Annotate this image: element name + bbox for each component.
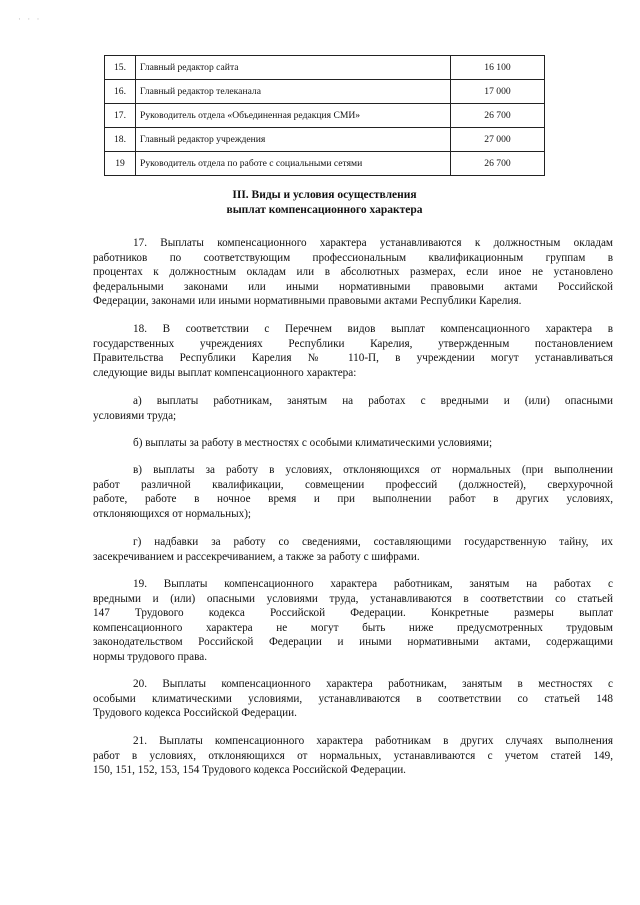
salary-amount: 27 000 xyxy=(451,128,545,152)
paragraph-line: следующие виды выплат компенсационного характера: xyxy=(93,366,357,379)
paragraph-line: в) выплаты за работу в условиях, отклоняющихся от нормальных (при выполнении xyxy=(133,464,613,476)
paragraph-line: условиями труда; xyxy=(93,409,177,422)
section-heading-line: III. Виды и условия осуществления xyxy=(232,189,417,201)
paragraph-line: отклоняющихся от нормальных); xyxy=(93,507,252,520)
paragraph-line: 150, 151, 152, 153, 154 Трудового кодекса Российской Федерации. xyxy=(93,764,406,777)
row-number: 18. xyxy=(105,128,136,152)
position-title: Главный редактор телеканала xyxy=(136,80,451,104)
paragraph-line: процентах к должностным окладам или в абсолютных размерах, если иное не установлено xyxy=(93,266,613,279)
list-item-g xyxy=(93,535,613,564)
paragraph-line: работе, работе в ночное время и при выполнении работ в других условиях, xyxy=(93,493,613,506)
table-row xyxy=(105,104,545,128)
paragraph-line: законодательством Российской Федерации и иными нормативными актами, содержащими xyxy=(93,636,613,649)
salary-amount: 26 700 xyxy=(451,152,545,176)
paragraph-line: г) надбавки за работу со сведениями, составляющими государственную тайну, их xyxy=(133,536,613,548)
salary-amount: 17 000 xyxy=(451,80,545,104)
paragraph-line: а) выплаты работникам, занятым на работах с вредными и (или) опасными xyxy=(133,395,613,407)
section-heading xyxy=(104,188,545,218)
row-number: 19 xyxy=(105,152,136,176)
paragraph-line: федеральными законами или иными нормативными правовыми актами Российской xyxy=(93,280,613,293)
list-item-v xyxy=(93,463,613,521)
paragraph-line: компенсационного характера не могут быть ниже предусмотренных трудовым xyxy=(93,621,613,634)
paragraph-line: б) выплаты за работу в местностях с особыми климатическими условиями; xyxy=(133,437,493,449)
paragraph-line: работников по соответствующим профессиональным квалификационным группам в xyxy=(93,251,613,264)
paragraph-18 xyxy=(93,322,613,380)
table-row xyxy=(105,128,545,152)
paragraph-line: 20. Выплаты компенсационного характера работникам, занятым в местностях с xyxy=(133,678,613,690)
paragraph-line: работ различной квалификации, совмещении профессий (должностей), сверхурочной xyxy=(93,478,613,491)
salary-amount: 26 700 xyxy=(451,104,545,128)
list-item-a xyxy=(93,394,613,423)
table-row xyxy=(105,152,545,176)
paragraph-line: 17. Выплаты компенсационного характера устанавливаются к должностным окладам xyxy=(133,237,613,249)
row-number: 16. xyxy=(105,80,136,104)
paragraph-line: Правительства Республики Карелия № 110-П, в учреждении могут устанавливаться xyxy=(93,352,613,365)
position-title: Руководитель отдела «Объединенная редакция СМИ» xyxy=(136,104,451,128)
position-title: Главный редактор учреждения xyxy=(136,128,451,152)
paragraph-line: 18. В соответствии с Перечнем видов выплат компенсационного характера в xyxy=(133,323,613,335)
table-row xyxy=(105,56,545,80)
paragraph-line: нормы трудового права. xyxy=(93,650,207,663)
paragraph-line: засекречиванием и рассекречиванием, а также за работу с шифрами. xyxy=(93,550,420,563)
paragraph-line: Трудового кодекса Российской Федерации. xyxy=(93,707,297,720)
row-number: 15. xyxy=(105,56,136,80)
scan-corner-mark: · · · xyxy=(18,14,42,24)
paragraph-line: государственных учреждениях Республики Карелия, утвержденным постановлением xyxy=(93,337,613,350)
paragraph-21 xyxy=(93,734,613,778)
section-heading-line: выплат компенсационного характера xyxy=(226,204,423,216)
paragraph-line: работ в условиях, отклоняющихся от нормальных, устанавливаются с учетом статей 149, xyxy=(93,749,613,762)
paragraph-line: вредными и (или) опасными условиями труда, устанавливаются в соответствии со статьей xyxy=(93,592,613,605)
list-item-b xyxy=(93,436,613,451)
paragraph-line: особыми климатическими условиями, устанавливаются в соответствии со статьей 148 xyxy=(93,692,613,705)
paragraph-line: 21. Выплаты компенсационного характера работникам в других случаях выполнения xyxy=(133,735,613,747)
paragraph-17 xyxy=(93,236,613,309)
table-row xyxy=(105,80,545,104)
salary-table xyxy=(104,55,545,176)
paragraph-19 xyxy=(93,577,613,665)
row-number: 17. xyxy=(105,104,136,128)
position-title: Руководитель отдела по работе с социальными сетями xyxy=(136,152,451,176)
paragraph-line: 147 Трудового кодекса Российской Федерации. Конкретные размеры выплат xyxy=(93,607,613,620)
salary-amount: 16 100 xyxy=(451,56,545,80)
position-title: Главный редактор сайта xyxy=(136,56,451,80)
paragraph-20 xyxy=(93,677,613,721)
paragraph-line: Федерации, законами или иными нормативными правовыми актами Республики Карелия. xyxy=(93,295,522,308)
paragraph-line: 19. Выплаты компенсационного характера работникам, занятым на работах с xyxy=(133,578,613,590)
